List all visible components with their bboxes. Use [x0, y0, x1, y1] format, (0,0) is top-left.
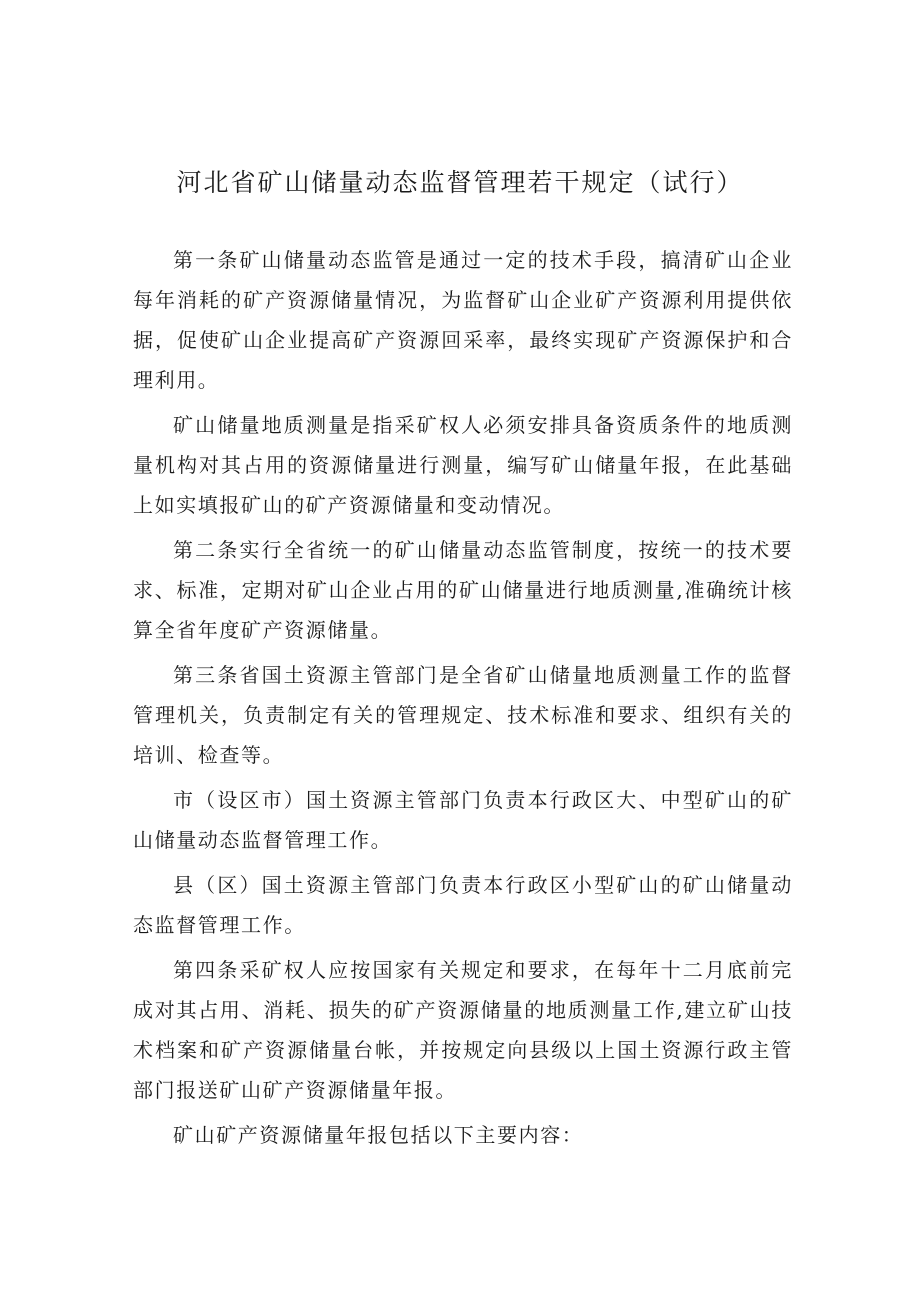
paragraph-article-4: 第四条采矿权人应按国家有关规定和要求，在每年十二月底前完成对其占用、消耗、损失的矿产资源储量的地质测量工作,建立矿山技术档案和矿产资源储量台帐，并按规定向县级以上国土资源行政主管部门报送矿山矿产资源储量年报。: [133, 958, 793, 1102]
paragraph-city-authority: 市（设区市）国土资源主管部门负责本行政区大、中型矿山的矿山储量动态监督管理工作。: [133, 788, 793, 852]
paragraph-article-2: 第二条实行全省统一的矿山储量动态监管制度，按统一的技术要求、标准，定期对矿山企业占用的矿山储量进行地质测量,准确统计核算全省年度矿产资源储量。: [133, 538, 793, 642]
paragraph-survey-definition: 矿山储量地质测量是指采矿权人必须安排具备资质条件的地质测量机构对其占用的资源储量进行测量，编写矿山储量年报，在此基础上如实填报矿山的矿产资源储量和变动情况。: [133, 413, 793, 517]
paragraph-article-1: 第一条矿山储量动态监管是通过一定的技术手段，搞清矿山企业每年消耗的矿产资源储量情况，为监督矿山企业矿产资源利用提供依据，促使矿山企业提高矿产资源回采率，最终实现矿产资源保护和合理利用。: [133, 248, 793, 392]
paragraph-county-authority: 县（区）国土资源主管部门负责本行政区小型矿山的矿山储量动态监督管理工作。: [133, 873, 793, 937]
paragraph-article-3: 第三条省国土资源主管部门是全省矿山储量地质测量工作的监督管理机关，负责制定有关的管理规定、技术标准和要求、组织有关的培训、检查等。: [133, 663, 793, 767]
paragraph-annual-report-contents: 矿山矿产资源储量年报包括以下主要内容：: [173, 1123, 584, 1147]
document-body: [133, 240, 793, 1160]
document-title: 河北省矿山储量动态监督管理若干规定（试行）: [176, 168, 744, 197]
